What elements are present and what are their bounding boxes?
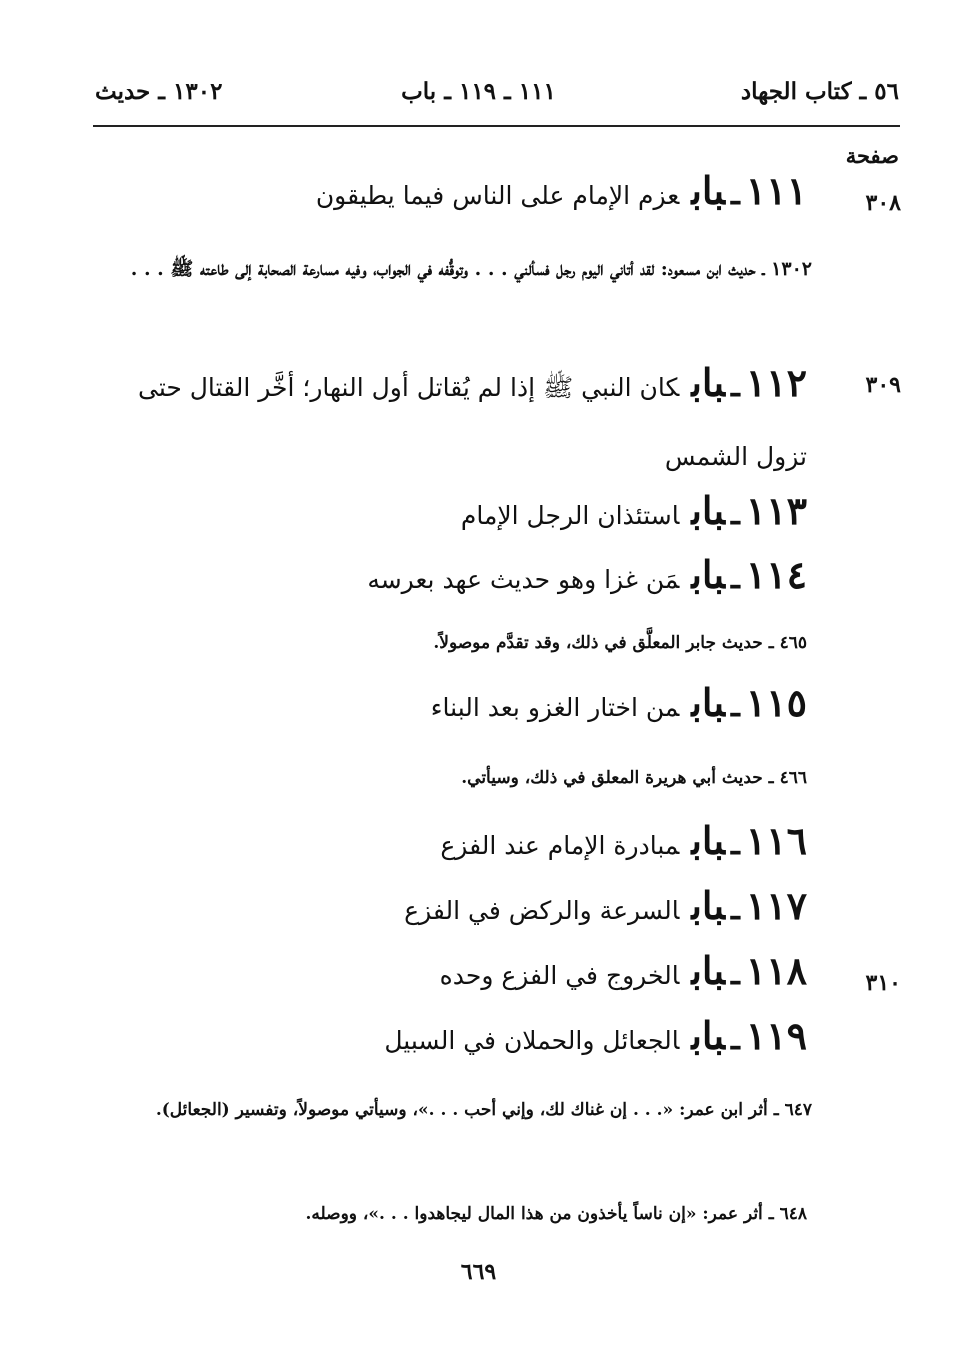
chapter-word: باب [691,488,725,533]
page-ref: ٣١٠ [865,970,901,996]
chapter-number: ١١٥ [745,680,807,725]
chapter-heading: ١١٢ـبابكان النبي ﷺ إذا لم يُقاتل أول النهار؛ أخَّر القتال حتى تزول الشمس [137,360,807,471]
chapter-word: باب [691,818,725,863]
chapter-heading: ١١٧ـبابالسرعة والركض في الفزع [404,883,807,928]
page-column-label: صفحة [845,143,899,168]
chapter-word: باب [691,948,725,993]
chapter-word: باب [691,680,725,725]
hadith-entry: ٤٦٦ ـ حديث أبي هريرة المعلق في ذلك، وسيأتي. [461,768,807,788]
page-ref: ٣٠٩ [865,372,901,398]
chapter-title: مبادرة الإمام عند الفزع [440,831,680,860]
hadith-entry: ٤٦٥ ـ حديث جابر المعلَّق في ذلك، وقد تقدَّم موصولاً. [433,633,807,653]
chapter-number: ١١٩ [745,1013,807,1058]
chapter-word: باب [691,552,725,597]
chapter-number: ١١٦ [745,818,807,863]
chapter-number: ١١٤ [745,552,807,597]
chapter-title: السرعة والركض في الفزع [404,896,680,925]
chapter-word: باب [691,1013,725,1058]
chapter-number: ١١٨ [745,948,807,993]
chapter-number: ١١١ [745,168,807,213]
chapter-heading: ١١٨ـبابالخروج في الفزع وحده [439,948,807,993]
chapter-word: باب [691,168,725,213]
header-hadith-number: ١٣٠٢ ـ حديث [95,78,223,105]
header-divider [93,125,900,127]
chapter-heading: ١١١ـبابعزم الإمام على الناس فيما يطيقون [315,168,807,213]
athar-entry: ٦٤٧ ـ أثر ابن عمر: «. . . إن غناك لك، وإني أحب . . .»، وسيأتي موصولاً، وتفسير (الجعائل). [155,1100,812,1120]
hadith-entry: ١٣٠٢ ـ حديث ابن مسعود: لقد أتاني اليوم رجل فسألني . . . وتوقُّفه في الجواب، وفيه مسارعة الصحابة إلى طاعته ﷺ . . . [130,258,812,280]
chapter-word: باب [691,883,725,928]
chapter-heading: ١١٩ـبابالجعائل والحملان في السبيل [384,1013,807,1058]
header-chapter-range: ١١١ ـ ١١٩ ـ باب [401,78,556,105]
chapter-title: استئذان الرجل الإمام [460,501,680,530]
chapter-title: الجعائل والحملان في السبيل [384,1026,680,1055]
chapter-word: باب [691,360,725,405]
page-ref: ٣٠٨ [865,190,901,216]
chapter-title: كان النبي ﷺ إذا لم يُقاتل أول النهار؛ أخَّر القتال حتى تزول الشمس [137,373,807,471]
chapter-number: ١١٧ [745,883,807,928]
chapter-title: عزم الإمام على الناس فيما يطيقون [315,181,680,210]
chapter-title: من اختار الغزو بعد البناء [430,693,680,722]
chapter-number: ١١٢ [745,360,807,405]
chapter-heading: ١١٤ـبابمَن غزا وهو حديث عهد بعرسه [367,552,807,597]
chapter-title: مَن غزا وهو حديث عهد بعرسه [367,565,680,594]
athar-entry: ٦٤٨ ـ أثر عمر: «إن ناساً يأخذون من هذا المال ليجاهدوا . . .»، ووصله. [305,1204,807,1224]
chapter-heading: ١١٥ـبابمن اختار الغزو بعد البناء [430,680,807,725]
header-book-title: ٥٦ ـ كتاب الجهاد [740,78,899,105]
chapter-heading: ١١٦ـبابمبادرة الإمام عند الفزع [440,818,807,863]
chapter-number: ١١٣ [745,488,807,533]
page-number-footer: ٦٦٩ [460,1259,497,1285]
chapter-title: الخروج في الفزع وحده [439,961,680,990]
chapter-heading: ١١٣ـباباستئذان الرجل الإمام [460,488,807,533]
